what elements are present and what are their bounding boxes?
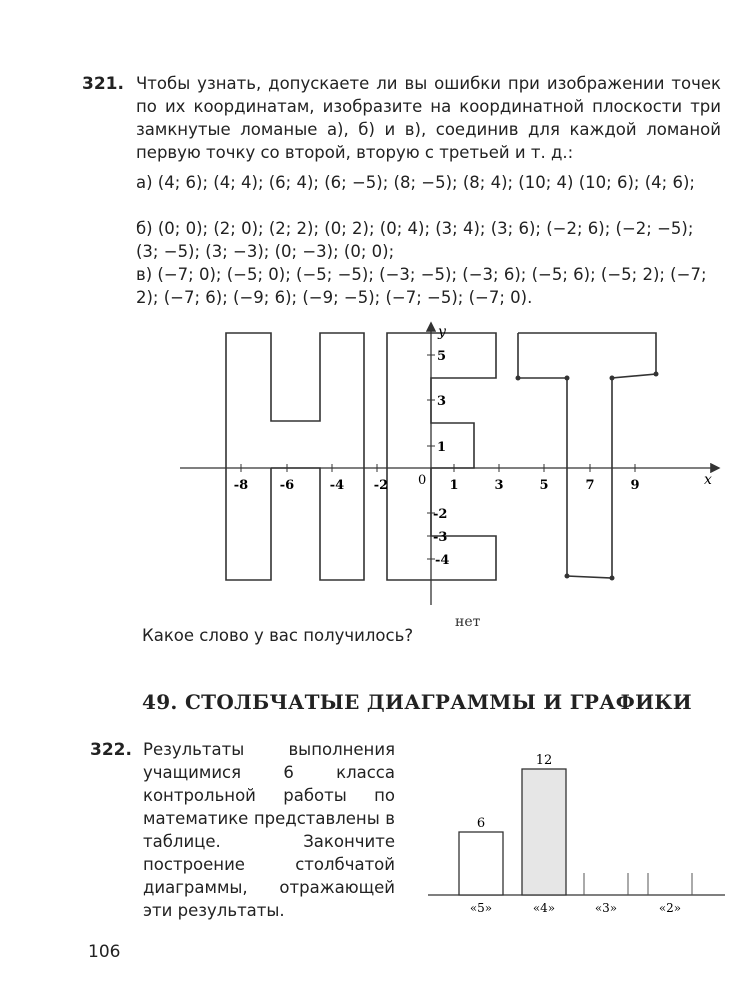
origin-label: 0 bbox=[418, 473, 427, 488]
problem-321-line-a: а) (4; 6); (4; 4); (6; 4); (6; −5); (8; −5); (8; 4); (10; 4) (10; 6); (4; 6); bbox=[136, 173, 695, 192]
category-label: «5» bbox=[469, 901, 493, 915]
bar-value-label: 12 bbox=[535, 753, 553, 768]
x-tick: 3 bbox=[494, 478, 504, 493]
y-tick: -2 bbox=[433, 507, 448, 522]
bar-chart bbox=[420, 745, 730, 925]
problem-321-question: Какое слово у вас получилось? bbox=[142, 626, 414, 645]
x-tick: 5 bbox=[539, 478, 549, 493]
x-tick: -4 bbox=[329, 478, 345, 493]
x-tick: -6 bbox=[279, 478, 295, 493]
section-title: 49. СТОЛБЧАТЫЕ ДИАГРАММЫ И ГРАФИКИ bbox=[142, 690, 692, 714]
problem-322-text: Результаты выполнения учащимися 6 класса контрольной работы по математике представлены в таблице. Закончите построение столбчатой диаграммы, отражающей эти результаты. bbox=[143, 740, 395, 920]
coordinate-plane bbox=[0, 318, 743, 618]
y-tick: 3 bbox=[437, 394, 447, 409]
category-label: «3» bbox=[594, 901, 618, 915]
y-tick: -4 bbox=[435, 553, 450, 568]
x-tick: 9 bbox=[630, 478, 640, 493]
bar bbox=[522, 769, 566, 895]
problem-321-line-c: в) (−7; 0); (−5; 0); (−5; −5); (−3; −5); (−3; 6); (−5; 6); (−5; 2); (−7; 2); (−7; 6); (−9; 6); (−9; −5); (−7; −5); (−7; 0). bbox=[136, 265, 707, 307]
x-axis-label: x bbox=[704, 472, 712, 488]
bar-value-label: 6 bbox=[476, 816, 486, 831]
y-tick: 5 bbox=[437, 349, 447, 364]
problem-321-answer: нет bbox=[455, 614, 481, 630]
polyline-t bbox=[518, 333, 656, 578]
page-number: 106 bbox=[88, 942, 121, 962]
problem-321-line-b: б) (0; 0); (2; 0); (2; 2); (0; 2); (0; 4); (3; 4); (3; 6); (−2; 6); (−2; −5); (3; −5); (3; −3); (0; −3); (0; 0); bbox=[136, 219, 694, 261]
problem-322-number: 322. bbox=[90, 740, 132, 760]
y-tick: 1 bbox=[437, 440, 447, 455]
category-label: «2» bbox=[658, 901, 682, 915]
problem-321-text: Чтобы узнать, допускаете ли вы ошибки при изображении точек по их координатам, изобразите на координатной плоскости три замкнутые ломаные а), б) и в), соединив для каждой ломаной первую точку со второй, вторую с третьей и т. д.: bbox=[136, 74, 721, 162]
y-tick: -3 bbox=[433, 530, 448, 545]
x-tick: 7 bbox=[585, 478, 595, 493]
problem-321-number: 321. bbox=[82, 74, 124, 94]
x-tick: -8 bbox=[233, 478, 249, 493]
x-tick: -2 bbox=[373, 478, 389, 493]
category-label: «4» bbox=[532, 901, 556, 915]
y-axis-label: y bbox=[438, 324, 446, 340]
x-tick: 1 bbox=[449, 478, 459, 493]
bar bbox=[459, 832, 503, 895]
polyline-n bbox=[226, 333, 364, 580]
